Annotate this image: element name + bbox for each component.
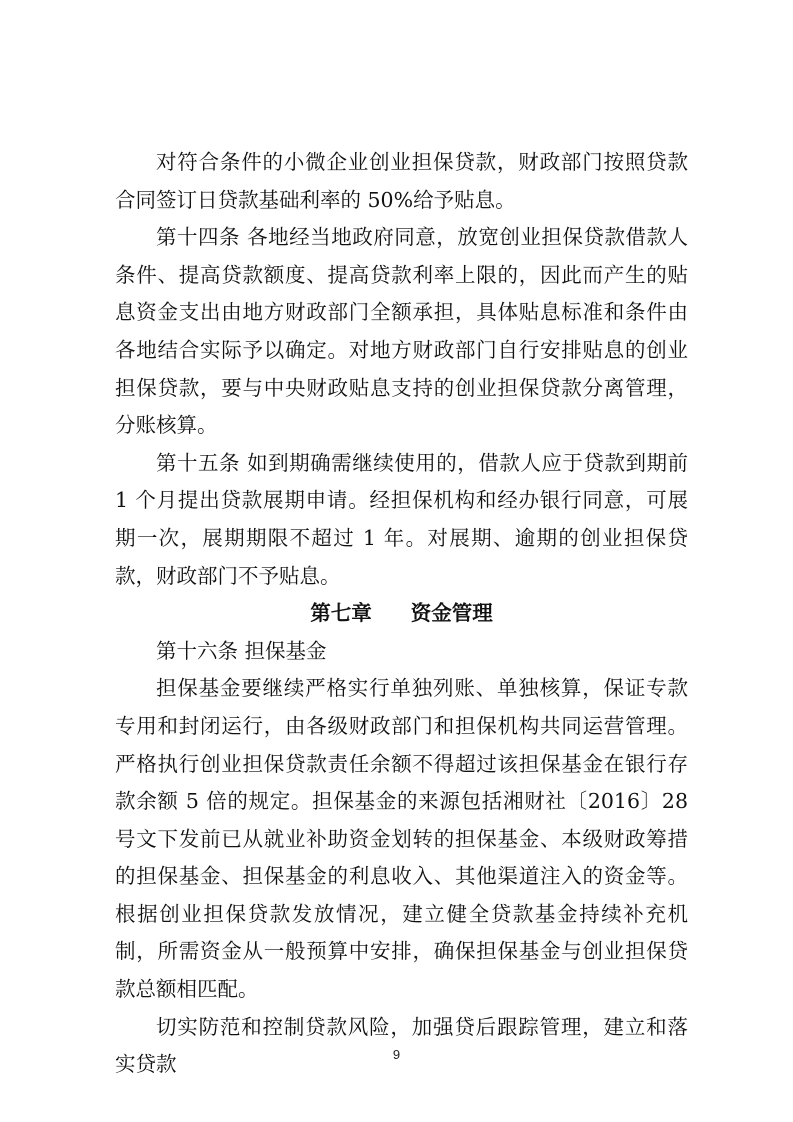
chapter-title: 资金管理	[410, 601, 493, 626]
chapter-heading	[115, 595, 688, 633]
document-body	[115, 144, 688, 1084]
paragraph-subsidy-rate: 对符合条件的小微企业创业担保贷款，财政部门按照贷款合同签订日贷款基础利率的 50%给予贴息。	[115, 150, 688, 212]
page-number: 9	[392, 1047, 401, 1062]
paragraph-guarantee-fund: 担保基金要继续严格实行单独列账、单独核算，保证专款专用和封闭运行，由各级财政部门和担保机构共同运营管理。严格执行创业担保贷款责任余额不得超过该担保基金在银行存款余额 5 倍的规定。担保基金的来源包括湘财社〔2016〕28 号文下发前已从就业补助资金划转的担保基金、本级财政筹措的担保基金、担保基金的利息收入、其他渠道注入的资金等。根据创业担保贷款发放情况，建立健全贷款基金持续补充机制，所需资金从一般预算中安排，确保担保基金与创业担保贷款总额相匹配。	[115, 676, 688, 1002]
paragraph-article-16-heading: 第十六条 担保基金	[156, 638, 327, 663]
chapter-number: 第七章	[310, 601, 372, 626]
paragraph-article-14: 第十四条 各地经当地政府同意，放宽创业担保贷款借款人条件、提高贷款额度、提高贷款利率上限的，因此而产生的贴息资金支出由地方财政部门全额承担，具体贴息标准和条件由各地结合实际予以确定。对地方财政部门自行安排贴息的创业担保贷款，要与中央财政贴息支持的创业担保贷款分离管理，分账核算。	[115, 225, 688, 438]
paragraph-article-15: 第十五条 如到期确需继续使用的，借款人应于贷款到期前 1 个月提出贷款展期申请。经担保机构和经办银行同意，可展期一次，展期期限不超过 1 年。对展期、逾期的创业担保贷款，财政部门不予贴息。	[115, 450, 688, 588]
paragraph-risk-control: 切实防范和控制贷款风险，加强贷后跟踪管理，建立和落实贷款	[115, 1014, 688, 1077]
